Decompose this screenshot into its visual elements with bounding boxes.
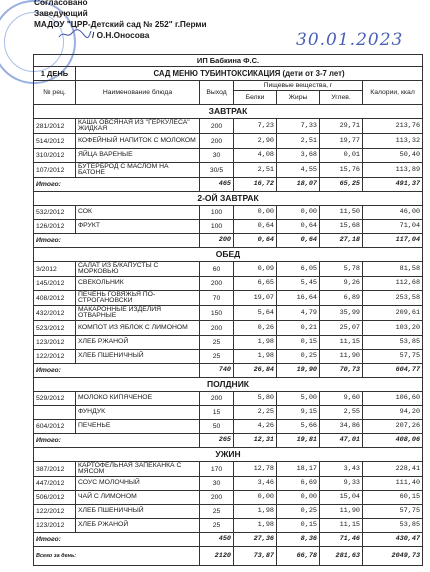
dish-fat: 3,68 <box>277 149 320 163</box>
column-calories: Калории, ккал <box>363 81 423 105</box>
dish-name: МАКАРОННЫЕ ИЗДЕЛИЯ ОТВАРНЫЕ <box>76 306 200 321</box>
dish-calories: 103,20 <box>363 321 423 336</box>
dish-yield: 30 <box>200 477 234 491</box>
dish-carbs: 0,01 <box>320 149 363 163</box>
recipe-number: 408/2012 <box>34 291 76 306</box>
section-total-label: Итого: <box>34 434 200 448</box>
dish-yield: 30 <box>200 149 234 163</box>
grand-total-carbs: 281,63 <box>320 547 363 566</box>
dish-calories: 57,75 <box>363 505 423 519</box>
dish-calories: 253,58 <box>363 291 423 306</box>
column-dish: Наименование блюда <box>76 81 200 105</box>
dish-name: ХЛЕБ ПШЕНИЧНЫЙ <box>76 350 200 364</box>
dish-calories: 111,40 <box>363 477 423 491</box>
dish-carbs: 15,04 <box>320 491 363 505</box>
dish-yield: 70 <box>200 291 234 306</box>
dish-fat: 6,69 <box>277 477 320 491</box>
menu-body <box>34 105 423 547</box>
dish-carbs: 5,78 <box>320 262 363 277</box>
section-total-label: Итого: <box>34 364 200 378</box>
dish-row <box>34 477 423 491</box>
column-carbs: Углев. <box>320 91 363 105</box>
dish-protein: 2,25 <box>234 406 277 420</box>
dish-fat: 7,33 <box>277 119 320 134</box>
dish-carbs: 9,60 <box>320 392 363 406</box>
section-total-row <box>34 364 423 378</box>
dish-yield: 30/5 <box>200 163 234 178</box>
dish-protein: 1,98 <box>234 350 277 364</box>
dish-row <box>34 119 423 134</box>
dish-fat: 5,45 <box>277 277 320 291</box>
dish-name: ПЕЧЕНЬЕ <box>76 420 200 434</box>
recipe-number: 604/2012 <box>34 420 76 434</box>
column-yield: Выход <box>200 81 234 105</box>
section-header <box>34 378 423 392</box>
dish-calories: 53,85 <box>363 336 423 350</box>
dish-protein: 0,64 <box>234 220 277 234</box>
recipe-number: 107/2012 <box>34 163 76 178</box>
dish-fat: 5,00 <box>277 392 320 406</box>
dish-carbs: 11,15 <box>320 519 363 533</box>
dish-protein: 2,51 <box>234 163 277 178</box>
dish-row <box>34 406 423 420</box>
dish-protein: 4,08 <box>234 149 277 163</box>
section-title: ОБЕД <box>34 248 423 262</box>
dish-protein: 6,65 <box>234 277 277 291</box>
dish-row <box>34 277 423 291</box>
dish-fat: 6,05 <box>277 262 320 277</box>
dish-carbs: 6,89 <box>320 291 363 306</box>
section-total-protein: 12,31 <box>234 434 277 448</box>
dish-yield: 200 <box>200 392 234 406</box>
grand-total-protein: 73,87 <box>234 547 277 566</box>
dish-calories: 228,41 <box>363 462 423 477</box>
dish-row <box>34 491 423 505</box>
section-title: ЗАВТРАК <box>34 105 423 119</box>
dish-name: САЛАТ ИЗ Б/КАПУСТЫ С МОРКОВЬЮ <box>76 262 200 277</box>
dish-carbs: 9,26 <box>320 277 363 291</box>
recipe-number: 126/2012 <box>34 220 76 234</box>
dish-calories: 209,61 <box>363 306 423 321</box>
dish-calories: 213,76 <box>363 119 423 134</box>
recipe-number: 310/2012 <box>34 149 76 163</box>
dish-row <box>34 163 423 178</box>
dish-row <box>34 306 423 321</box>
dish-calories: 207,26 <box>363 420 423 434</box>
recipe-number: 123/2012 <box>34 519 76 533</box>
dish-carbs: 9,33 <box>320 477 363 491</box>
column-nutrients: Пищевые вещества, г <box>234 81 363 91</box>
section-total-protein: 16,72 <box>234 178 277 192</box>
dish-yield: 200 <box>200 491 234 505</box>
dish-calories: 57,75 <box>363 350 423 364</box>
dish-calories: 71,04 <box>363 220 423 234</box>
section-title: 2-ОЙ ЗАВТРАК <box>34 192 423 206</box>
dish-carbs: 11,15 <box>320 336 363 350</box>
dish-protein: 1,98 <box>234 519 277 533</box>
dish-yield: 100 <box>200 206 234 220</box>
dish-protein: 4,26 <box>234 420 277 434</box>
day-label: 1 ДЕНЬ <box>34 67 76 81</box>
dish-fat: 0,21 <box>277 321 320 336</box>
dish-name: ФРУКТ <box>76 220 200 234</box>
section-total-yield: 200 <box>200 234 234 248</box>
section-total-calories: 430,47 <box>363 533 423 547</box>
dish-name: СОУС МОЛОЧНЫЙ <box>76 477 200 491</box>
dish-yield: 170 <box>200 462 234 477</box>
dish-protein: 3,46 <box>234 477 277 491</box>
dish-calories: 46,00 <box>363 206 423 220</box>
menu-table <box>33 54 423 566</box>
recipe-number: 387/2012 <box>34 462 76 477</box>
dish-name: КАША ОВСЯНАЯ ИЗ "ГЕРКУЛЕСА" ЖИДКАЯ <box>76 119 200 134</box>
recipe-number <box>34 406 76 420</box>
section-total-carbs: 27,18 <box>320 234 363 248</box>
grand-total-label: Всего за день: <box>34 547 200 566</box>
section-header <box>34 105 423 119</box>
recipe-number: 523/2012 <box>34 321 76 336</box>
dish-yield: 60 <box>200 262 234 277</box>
dish-fat: 0,00 <box>277 491 320 505</box>
approval-position: Заведующий <box>34 8 88 18</box>
section-total-protein: 26,84 <box>234 364 277 378</box>
dish-protein: 7,23 <box>234 119 277 134</box>
dish-carbs: 2,55 <box>320 406 363 420</box>
dish-calories: 113,32 <box>363 134 423 149</box>
dish-row <box>34 505 423 519</box>
dish-name: ХЛЕБ РЖАНОЙ <box>76 519 200 533</box>
dish-carbs: 19,77 <box>320 134 363 149</box>
dish-row <box>34 350 423 364</box>
section-total-yield: 465 <box>200 178 234 192</box>
dish-row <box>34 519 423 533</box>
dish-calories: 60,15 <box>363 491 423 505</box>
dish-calories: 106,60 <box>363 392 423 406</box>
dish-protein: 5,80 <box>234 392 277 406</box>
recipe-number: 506/2012 <box>34 491 76 505</box>
dish-row <box>34 392 423 406</box>
dish-fat: 2,51 <box>277 134 320 149</box>
dish-yield: 25 <box>200 505 234 519</box>
recipe-number: 514/2012 <box>34 134 76 149</box>
dish-fat: 4,55 <box>277 163 320 178</box>
section-total-carbs: 65,25 <box>320 178 363 192</box>
dish-carbs: 25,07 <box>320 321 363 336</box>
grand-total-row <box>34 547 423 566</box>
dish-carbs: 11,90 <box>320 505 363 519</box>
dish-carbs: 11,50 <box>320 206 363 220</box>
dish-protein: 0,26 <box>234 321 277 336</box>
dish-row <box>34 291 423 306</box>
dish-yield: 25 <box>200 336 234 350</box>
dish-row <box>34 134 423 149</box>
dish-protein: 5,64 <box>234 306 277 321</box>
dish-name: ЧАЙ С ЛИМОНОМ <box>76 491 200 505</box>
grand-total-yield: 2120 <box>200 547 234 566</box>
dish-calories: 81,58 <box>363 262 423 277</box>
dish-protein: 1,98 <box>234 505 277 519</box>
dish-name: ХЛЕБ ПШЕНИЧНЫЙ <box>76 505 200 519</box>
dish-protein: 0,00 <box>234 491 277 505</box>
section-total-calories: 491,37 <box>363 178 423 192</box>
dish-yield: 100 <box>200 220 234 234</box>
dish-row <box>34 220 423 234</box>
section-total-row <box>34 234 423 248</box>
column-protein: Белки <box>234 91 277 105</box>
approval-organization: МАДОУ "ЦРР-Детский сад № 252" г.Перми <box>34 19 207 29</box>
dish-row <box>34 321 423 336</box>
supplier-name: ИП Бабкина Ф.С. <box>34 55 423 67</box>
recipe-number: 123/2012 <box>34 336 76 350</box>
dish-yield: 25 <box>200 519 234 533</box>
approval-label: Согласовано <box>34 0 88 7</box>
section-total-carbs: 70,73 <box>320 364 363 378</box>
section-total-fat: 0,64 <box>277 234 320 248</box>
approval-signatory: / О.Н.Оносова <box>92 30 150 40</box>
grand-total-calories: 2049,73 <box>363 547 423 566</box>
column-fat: Жиры <box>277 91 320 105</box>
dish-yield: 50 <box>200 420 234 434</box>
section-total-label: Итого: <box>34 533 200 547</box>
dish-calories: 94,20 <box>363 406 423 420</box>
section-total-fat: 19,90 <box>277 364 320 378</box>
section-total-calories: 604,77 <box>363 364 423 378</box>
dish-calories: 112,68 <box>363 277 423 291</box>
section-total-fat: 18,07 <box>277 178 320 192</box>
dish-yield: 200 <box>200 119 234 134</box>
dish-name: ПЕЧЕНЬ ГОВЯЖЬЯ ПО-СТРОГАНОВСКИ <box>76 291 200 306</box>
dish-name: КОМПОТ ИЗ ЯБЛОК С ЛИМОНОМ <box>76 321 200 336</box>
section-total-yield: 740 <box>200 364 234 378</box>
recipe-number: 3/2012 <box>34 262 76 277</box>
section-total-yield: 265 <box>200 434 234 448</box>
dish-fat: 0,25 <box>277 350 320 364</box>
dish-carbs: 11,90 <box>320 350 363 364</box>
section-total-label: Итого: <box>34 178 200 192</box>
dish-name: КОФЕЙНЫЙ НАПИТОК С МОЛОКОМ <box>76 134 200 149</box>
dish-fat: 5,66 <box>277 420 320 434</box>
section-total-calories: 117,04 <box>363 234 423 248</box>
dish-name: МОЛОКО КИПЯЧЕНОЕ <box>76 392 200 406</box>
section-total-fat: 19,81 <box>277 434 320 448</box>
section-total-protein: 27,36 <box>234 533 277 547</box>
dish-protein: 2,90 <box>234 134 277 149</box>
section-total-row <box>34 434 423 448</box>
dish-name: СВЕКОЛЬНИК <box>76 277 200 291</box>
section-total-fat: 8,36 <box>277 533 320 547</box>
dish-row <box>34 206 423 220</box>
recipe-number: 432/2012 <box>34 306 76 321</box>
dish-fat: 9,15 <box>277 406 320 420</box>
section-header <box>34 192 423 206</box>
dish-protein: 1,98 <box>234 336 277 350</box>
signature-icon <box>58 28 92 40</box>
dish-name: СОК <box>76 206 200 220</box>
recipe-number: 532/2012 <box>34 206 76 220</box>
section-title: ПОЛДНИК <box>34 378 423 392</box>
dish-row <box>34 462 423 477</box>
dish-name: ЯЙЦА ВАРЕНЫЕ <box>76 149 200 163</box>
section-total-calories: 408,06 <box>363 434 423 448</box>
menu-title: САД МЕНЮ ТУБИНТОКСИКАЦИЯ (дети от 3-7 лет) <box>76 67 423 81</box>
recipe-number: 122/2012 <box>34 350 76 364</box>
dish-calories: 113,89 <box>363 163 423 178</box>
dish-row <box>34 336 423 350</box>
dish-yield: 200 <box>200 321 234 336</box>
dish-fat: 0,25 <box>277 505 320 519</box>
dish-row <box>34 420 423 434</box>
dish-fat: 0,00 <box>277 206 320 220</box>
recipe-number: 145/2012 <box>34 277 76 291</box>
dish-name: БУТЕРБРОД С МАСЛОМ НА БАТОНЕ <box>76 163 200 178</box>
section-total-row <box>34 533 423 547</box>
section-total-label: Итого: <box>34 234 200 248</box>
dish-carbs: 29,71 <box>320 119 363 134</box>
dish-carbs: 34,86 <box>320 420 363 434</box>
dish-row <box>34 262 423 277</box>
dish-yield: 200 <box>200 134 234 149</box>
dish-yield: 15 <box>200 406 234 420</box>
dish-yield: 150 <box>200 306 234 321</box>
section-total-carbs: 47,01 <box>320 434 363 448</box>
section-total-row <box>34 178 423 192</box>
dish-carbs: 3,43 <box>320 462 363 477</box>
dish-carbs: 35,99 <box>320 306 363 321</box>
dish-name: ХЛЕБ РЖАНОЙ <box>76 336 200 350</box>
grand-total-fat: 66,78 <box>277 547 320 566</box>
recipe-number: 529/2012 <box>34 392 76 406</box>
dish-fat: 0,15 <box>277 336 320 350</box>
dish-protein: 0,09 <box>234 262 277 277</box>
section-total-carbs: 71,46 <box>320 533 363 547</box>
dish-carbs: 15,76 <box>320 163 363 178</box>
dish-protein: 0,00 <box>234 206 277 220</box>
recipe-number: 122/2012 <box>34 505 76 519</box>
section-title: УЖИН <box>34 448 423 462</box>
dish-calories: 53,85 <box>363 519 423 533</box>
dish-carbs: 15,68 <box>320 220 363 234</box>
dish-calories: 50,40 <box>363 149 423 163</box>
dish-fat: 4,79 <box>277 306 320 321</box>
dish-name: ФУНДУК <box>76 406 200 420</box>
dish-name: КАРТОФЕЛЬНАЯ ЗАПЕКАНКА С МЯСОМ <box>76 462 200 477</box>
dish-fat: 0,15 <box>277 519 320 533</box>
dish-yield: 25 <box>200 350 234 364</box>
section-header <box>34 248 423 262</box>
dish-fat: 16,64 <box>277 291 320 306</box>
section-header <box>34 448 423 462</box>
handwritten-date: 30.01.2023 <box>296 30 404 50</box>
dish-protein: 19,07 <box>234 291 277 306</box>
section-total-yield: 450 <box>200 533 234 547</box>
recipe-number: 281/2012 <box>34 119 76 134</box>
dish-fat: 18,17 <box>277 462 320 477</box>
dish-fat: 0,64 <box>277 220 320 234</box>
dish-row <box>34 149 423 163</box>
recipe-number: 447/2012 <box>34 477 76 491</box>
section-total-protein: 0,64 <box>234 234 277 248</box>
dish-yield: 200 <box>200 277 234 291</box>
dish-protein: 12,78 <box>234 462 277 477</box>
column-recipe: № рец. <box>34 81 76 105</box>
